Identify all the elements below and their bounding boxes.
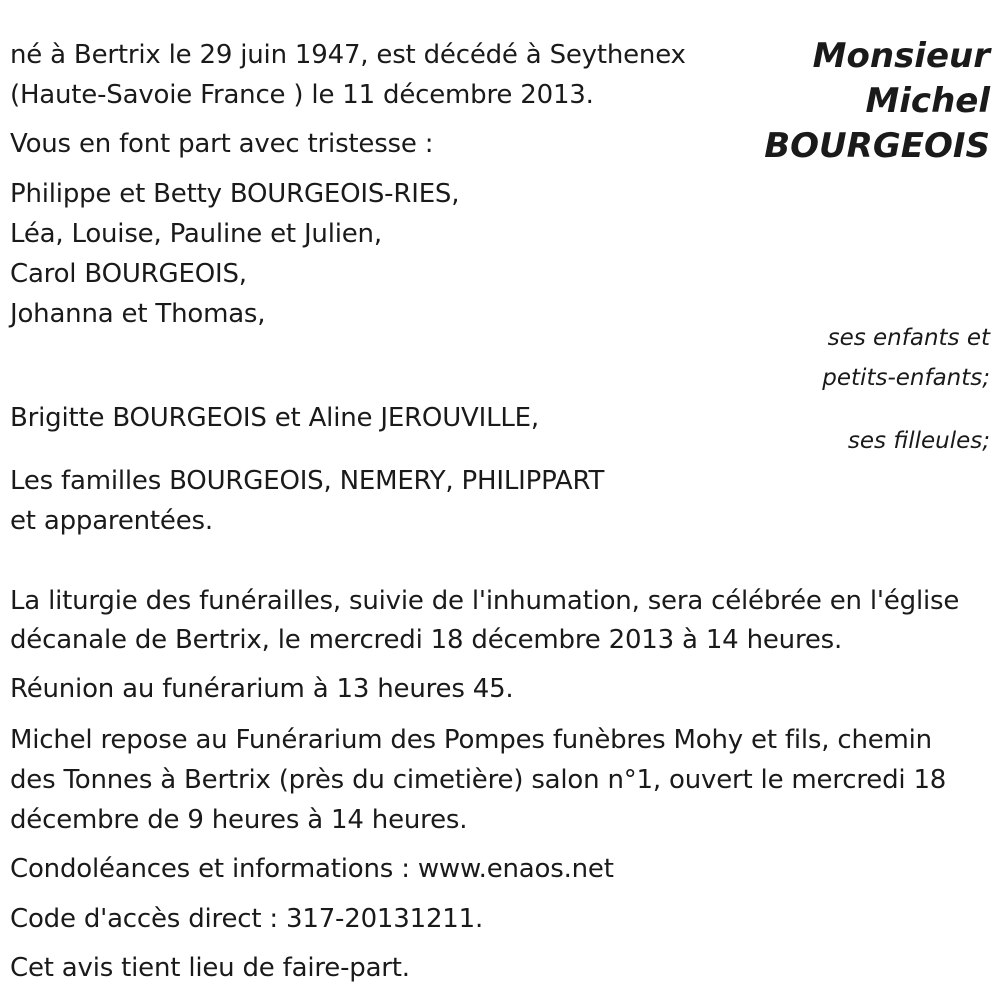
liturgy-line-2: décanale de Bertrix, le mercredi 18 décembre 2013 à 14 heures. xyxy=(10,625,843,655)
liturgy-line-1: La liturgie des funérailles, suivie de l'inhumation, sera célébrée en l'église xyxy=(10,586,960,616)
announce-text: Vous en font part avec tristesse : xyxy=(10,129,434,159)
children-label-1: ses enfants et xyxy=(827,325,990,351)
access-code-line: Code d'accès direct : 317-20131211. xyxy=(10,904,484,934)
children-line-4: Johanna et Thomas, xyxy=(10,299,266,329)
deceased-first-name: Michel xyxy=(865,81,990,121)
children-label-2: petits-enfants; xyxy=(822,365,990,391)
meeting-line: Réunion au funérarium à 13 heures 45. xyxy=(10,674,514,704)
deceased-last-name: BOURGEOIS xyxy=(764,126,990,166)
children-line-3: Carol BOURGEOIS, xyxy=(10,259,247,289)
children-line-2: Léa, Louise, Pauline et Julien, xyxy=(10,219,382,249)
goddaughters-label: ses filleules; xyxy=(847,428,990,454)
rest-line-2: des Tonnes à Bertrix (près du cimetière) salon n°1, ouvert le mercredi 18 xyxy=(10,765,947,795)
notice-line: Cet avis tient lieu de faire-part. xyxy=(10,953,410,983)
families-line-1: Les familles BOURGEOIS, NEMERY, PHILIPPART xyxy=(10,466,605,496)
goddaughters-line: Brigitte BOURGEOIS et Aline JEROUVILLE, xyxy=(10,403,539,433)
deceased-name-heading xyxy=(764,34,990,169)
intro-line-2: (Haute-Savoie France ) le 11 décembre 2013. xyxy=(10,80,594,110)
intro-line-1: né à Bertrix le 29 juin 1947, est décédé à Seythenex xyxy=(10,40,686,70)
deceased-title: Monsieur xyxy=(812,36,990,76)
rest-line-3: décembre de 9 heures à 14 heures. xyxy=(10,805,468,835)
children-line-1: Philippe et Betty BOURGEOIS-RIES, xyxy=(10,179,460,209)
condolences-line: Condoléances et informations : www.enaos.net xyxy=(10,854,614,884)
rest-line-1: Michel repose au Funérarium des Pompes funèbres Mohy et fils, chemin xyxy=(10,725,932,755)
families-line-2: et apparentées. xyxy=(10,506,213,536)
